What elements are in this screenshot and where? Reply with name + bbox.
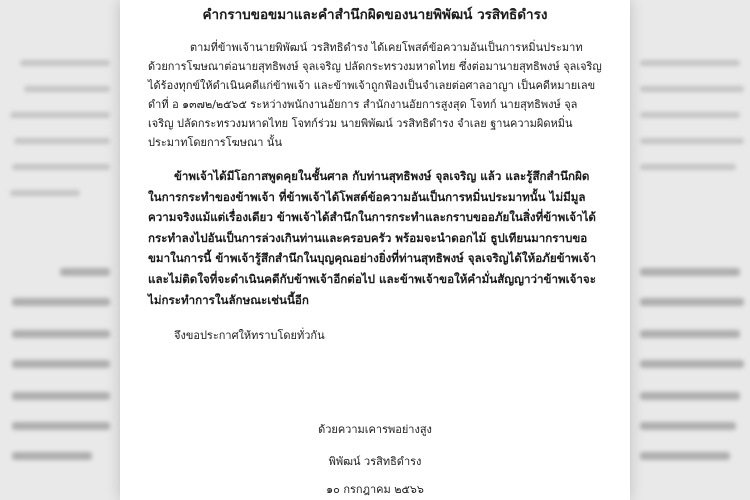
letter-date: ๑๐ กรกฎาคม ๒๕๖๖ <box>326 483 424 496</box>
signature-name: พิพัฒน์ วรสิทธิดำรง <box>328 455 422 468</box>
paragraph-apology: ข้าพเจ้าได้มีโอกาสพูดคุยในชั้นศาล กับท่านสุทธิพงษ์ จุลเจริญ แล้ว และรู้สึกสำนึกผิดในการกระทำของข้าพเจ้า ที่ข้าพเจ้าได้โพสต์ข้อความอันเป็นการหมิ่นประมาทนั้น ไม่มีมูลความจริงแม้แต่เรื่องเดียว ข้าพเจ้าได้สำนึกในการกระทำและกราบขออภัยในสิ่งที่ข้าพเจ้าได้กระทำลงไปอันเป็นการล่วงเกินท่านและครอบครัว พร้อมจะนำดอกไม้ ธูปเทียนมากราบขอขมาในการนี้ ข้าพเจ้ารู้สึกสำนึกในบุญคุณอย่างยิ่งที่ท่านสุทธิพงษ์ จุลเจริญได้ให้อภัยข้าพเจ้าและไม่ติดใจที่จะดำเนินคดีกับข้าพเจ้าอีกต่อไป และข้าพเจ้าขอให้คำมั่นสัญญาว่าข้าพเจ้าจะไม่กระทำการในลักษณะเช่นนี้อีก <box>148 169 596 307</box>
letter-page <box>120 0 630 500</box>
closing-statement: จึงขอประกาศให้ทราบโดยทั่วกัน <box>174 329 325 343</box>
paragraph-background: ตามที่ข้าพเจ้านายพิพัฒน์ วรสิทธิดำรง ได้เคยโพสต์ข้อความอันเป็นการหมิ่นประมาทด้วยการโฆษณาต่อนายสุทธิพงษ์ จุลเจริญ ปลัดกระทรวงมหาดไทย ซึ่งต่อมานายสุทธิพงษ์ จุลเจริญได้ร้องทุกข์ให้ดำเนินคดีแก่ข้าพเจ้า และข้าพเจ้าถูกฟ้องเป็นจำเลยต่อศาลอาญา เป็นคดีหมายเลขดำที่ อ ๑๓๗๒/๒๕๖๕ ระหว่างพนักงานอัยการ สำนักงานอัยการสูงสุด โจทก์ นายสุทธิพงษ์ จุลเจริญ ปลัดกระทรวงมหาดไทย โจทก์ร่วม นายพิพัฒน์ วรสิทธิดำรง จำเลย ฐานความผิดหมิ่นประมาทโดยการโฆษณา นั้น <box>148 41 602 149</box>
letter-title: คำกราบขอขมาและคำสำนึกผิดของนายพิพัฒน์ วรสิทธิดำรง <box>202 7 548 23</box>
respect-line: ด้วยความเคารพอย่างสูง <box>318 423 432 436</box>
